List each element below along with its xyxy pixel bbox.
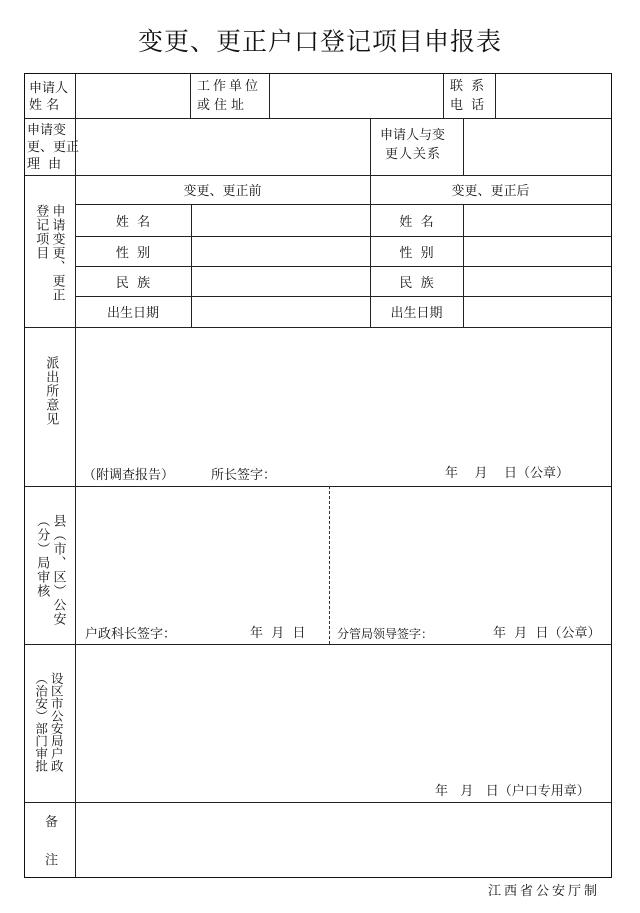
relation-label: 申请人与变 [380,128,446,143]
phone-label: 联 系 [450,79,487,94]
station-director-sign: 所长签字： [211,468,277,483]
rule-reason-col2 [463,118,464,175]
rule-county-divider [329,486,330,644]
rule-reason-col1 [370,118,371,175]
rule-county-bottom [25,644,611,645]
rule-city-bottom [25,802,611,803]
rule-header-col3 [443,74,444,118]
workplace-label: 工作单位 [197,79,262,94]
rule-header-bottom [25,118,611,119]
before-ethnicity-label: 民 族 [115,275,151,291]
applicant-name-label: 申请人 [29,81,69,96]
form-table [24,73,612,878]
reason-label-3: 理 由 [27,157,64,172]
station-attach-note: （附调查报告） [83,468,175,483]
after-birthdate-label: 出生日期 [390,306,443,321]
before-gender-label: 性 别 [115,245,151,261]
county-leader-sign: 分管局领导签字： [337,627,434,641]
before-name-label: 姓 名 [115,214,151,230]
remarks-label-2: 注 [45,853,59,868]
station-date: 年 月 日（公章） [445,466,570,481]
before-birthdate-label: 出生日期 [106,306,159,321]
after-name-label: 姓 名 [399,214,434,230]
remarks-label: 备 [45,815,59,830]
rule-header-col4 [495,74,496,118]
city-date: 年 月 日（户口专用章） [435,784,590,799]
phone-label-2: 电 话 [450,98,487,113]
rule-items-after-label [463,204,464,327]
after-ethnicity-label: 民 族 [399,275,434,291]
station-side-label: 派出所意见 [43,356,59,426]
before-header: 变更、更正前 [183,184,262,199]
rule-header-col1 [190,74,191,118]
workplace-label-2: 或住址 [197,98,249,113]
county-date-left: 年 月 日 [250,626,306,641]
form-title: 变更、更正户口登记项目申报表 [137,27,502,56]
rule-items-bottom [25,327,611,328]
issuer-footer: 江西省公安厅制 [487,884,600,899]
reason-label: 申请变 [27,123,67,138]
rule-header-col2 [269,74,270,118]
items-side-label: 申请变更、更正登记项目 [33,204,65,302]
county-date-right: 年 月 日（公章） [493,626,601,641]
county-section-chief-sign: 户政科长签字： [85,627,177,642]
rule-items-before-label [191,204,192,327]
after-header: 变更、更正后 [451,184,530,199]
county-side-label: 县（市、区）公安（分）局审核 [34,514,66,626]
relation-label-2: 更人关系 [385,147,442,162]
applicant-name-label-2: 姓 名 [29,98,60,113]
after-gender-label: 性 别 [399,245,434,261]
rule-station-bottom [25,486,611,487]
reason-label-2: 更、更正 [27,140,80,155]
city-side-label: 设区市公安局户政（治安）部门审批 [33,672,65,772]
